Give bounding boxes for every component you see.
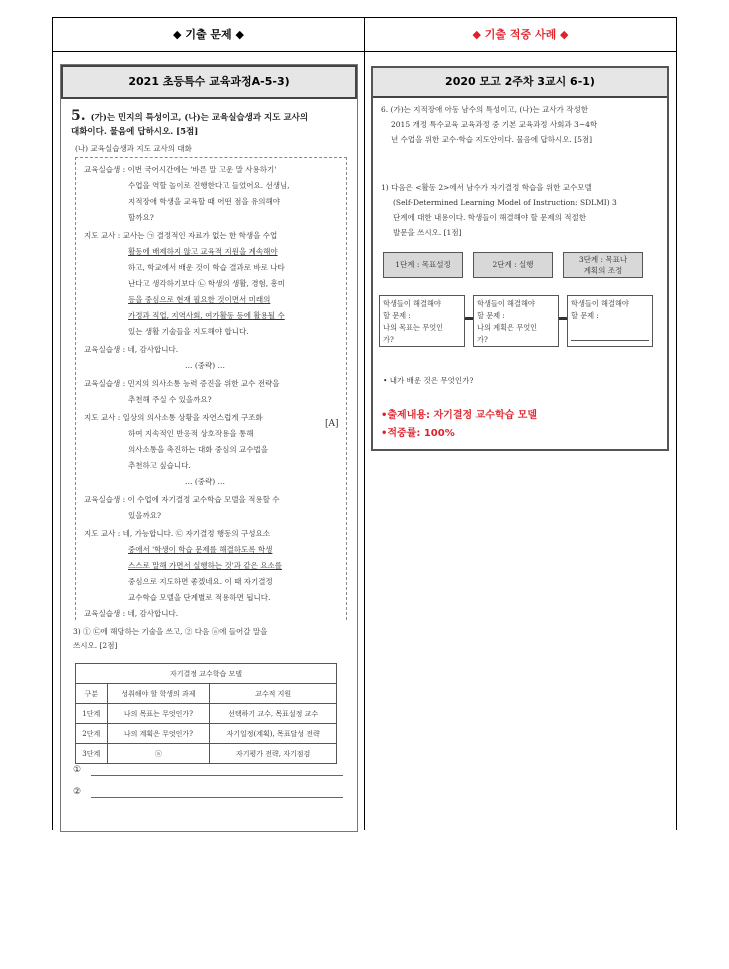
table-row <box>76 704 337 724</box>
hit-case-title: 2020 모고 2주차 3교시 6-1) <box>373 68 667 98</box>
comparison-table <box>52 17 677 830</box>
blank-answer-line[interactable] <box>571 330 649 341</box>
dialogue-line: 가정과 직업, 지역사회, 여가활동 등에 활용될 수 <box>128 311 285 320</box>
right-sub-line: (Self-Determined Learning Model of Instruction: SDLMI) 3 <box>393 198 617 207</box>
table-cell: 자기평가 전략, 자기점검 <box>210 744 337 764</box>
dialogue-line: 있는 생활 기술들을 지도해야 합니다. <box>128 327 249 336</box>
omission-mark: … (중략) … <box>184 361 226 370</box>
question-text-line2: 대화이다. 물음에 답하시오. [5점] <box>71 127 199 137</box>
problem-line: 학생들이 해결해야 <box>571 299 629 308</box>
hit-case-card <box>371 66 669 451</box>
sub-question-line2: 쓰시오. [2점] <box>73 641 118 650</box>
dialogue-line: 하여 지속적인 반응적 상호작용을 통해 <box>128 429 254 438</box>
right-question-line: 년 수업을 위한 교수·학습 지도안이다. 물음에 답하시오. [5점] <box>391 135 593 144</box>
right-question-line: 6. (가)는 지적장애 아동 남수의 특성이고, (나)는 교사가 작성한 <box>381 105 588 114</box>
bullet-question: • 내가 배운 것은 무엇인가? <box>383 376 474 385</box>
question-header <box>71 109 351 139</box>
problem-line: 학생들이 해결해야 <box>477 299 535 308</box>
problem-line: 할 문제 : <box>571 311 599 320</box>
dialogue-line: 중심으로 지도하면 좋겠네요. 이 때 자기결정 <box>128 577 273 586</box>
step3-box <box>563 252 643 278</box>
table-cell: 나의 목표는 무엇인가? <box>107 704 210 724</box>
problem-line: 할 문제 : <box>477 311 505 320</box>
right-question <box>381 102 661 147</box>
table-title: 자기결정 교수학습 모델 <box>76 664 337 684</box>
dialogue-line: 지도 교사 : 교사는 ㉠ 결정적인 자료가 없는 한 학생을 수업 <box>84 231 278 240</box>
sub-question-line1: 3) ① ㉢에 해당하는 기술을 쓰고, ② 다음 ⓐ에 들어갈 말을 <box>73 627 268 636</box>
table-row <box>76 744 337 764</box>
column-divider <box>364 18 365 830</box>
dialogue-line: 지적장애 학생을 교육할 때 어떤 점을 유의해야 <box>128 197 280 206</box>
right-sub-line: 발문을 쓰시오. [1점] <box>393 228 462 237</box>
step3-line: 계획의 조정 <box>583 266 623 275</box>
step2-box: 2단계 : 실행 <box>473 252 553 278</box>
dialogue-line: 교육실습생 : 이 수업에 자기결정 교수학습 모델을 적용할 수 <box>84 495 280 504</box>
table-cell: 3단계 <box>76 744 108 764</box>
table-cell: 나의 계획은 무엇인가? <box>107 724 210 744</box>
table-header: 구분 <box>76 684 108 704</box>
sdlmi-model-table <box>75 663 337 764</box>
table-cell: 1단계 <box>76 704 108 724</box>
problem-line: 가? <box>477 335 488 344</box>
right-question-line: 2015 개정 특수교육 교육과정 중 기본 교육과정 사회과 3~4학 <box>391 120 598 129</box>
answer-marker-2: ② <box>73 787 82 797</box>
question-text-line1: (가)는 민지의 특성이고, (나)는 교육실습생과 지도 교사의 <box>90 113 309 123</box>
dialogue-line: 교육실습생 : 이번 국어시간에는 '바른 말 고운 말 사용하기' <box>84 165 277 174</box>
left-column-header: ◆ 기출 문제 ◆ <box>173 28 244 41</box>
content-label: •출제내용: 자기결정 교수학습 모델 <box>381 410 538 421</box>
dialogue-line: 교육실습생 : 네, 감사합니다. <box>84 609 179 618</box>
hit-rate-label: •적중률: 100% <box>381 428 455 439</box>
dialogue-line: 추천해 주실 수 있을까요? <box>128 395 212 404</box>
table-cell: 자기일정(계획), 목표달성 전략 <box>210 724 337 744</box>
table-cell: ⓐ <box>107 744 210 764</box>
arrow-connector <box>465 317 473 320</box>
right-column-header: ◆ 기출 적중 사례 ◆ <box>472 28 569 41</box>
dialogue-line: 스스로 말해 가면서 실행하는 것'과 같은 요소를 <box>128 561 283 570</box>
dialogue-box <box>75 157 347 620</box>
problem-line: 학생들이 해결해야 <box>383 299 441 308</box>
dialogue-line: 하고, 학교에서 배운 것이 학습 결과로 바로 나타 <box>128 263 285 272</box>
step1-box: 1단계 : 목표설정 <box>383 252 463 278</box>
problem-box-2 <box>473 295 559 347</box>
table-cell: 선택하기 교수, 목표설정 교수 <box>210 704 337 724</box>
dialogue-line: 지도 교사 : 네, 가능합니다. ㉢ 자기결정 행동의 구성요소 <box>84 529 271 538</box>
dialogue-line: 할까요? <box>128 213 154 222</box>
right-sub-line: 1) 다음은 <활동 2>에서 남수가 자기결정 학습을 위한 교수모델 <box>381 183 592 192</box>
dialogue-line: 추천하고 싶습니다. <box>128 461 191 470</box>
problem-line: 나의 목표는 무엇인 <box>383 323 444 332</box>
problem-box-1 <box>379 295 465 347</box>
bracket-a-label: [A] <box>325 419 339 429</box>
table-header: 성취해야 할 학생의 과제 <box>107 684 210 704</box>
dialogue-line: 교육실습생 : 민지의 의사소통 능력 증진을 위한 교수 전략을 <box>84 379 280 388</box>
exam-question-title: 2021 초등특수 교육과정A-5-3) <box>61 65 357 99</box>
dialogue-label: (나) 교육실습생과 지도 교사의 대화 <box>75 144 192 153</box>
dialogue-line: 등을 중심으로 현재 필요한 것이면서 미래의 <box>128 295 271 304</box>
arrow-connector <box>559 317 567 320</box>
dialogue-line: 의사소통을 촉진하는 대화 중심의 교수법을 <box>128 445 268 454</box>
answer-line-1[interactable] <box>91 775 343 776</box>
step3-line: 3단계 : 목표나 <box>578 255 628 264</box>
dialogue-line: 교수학습 모델을 단계별로 적용하면 됩니다. <box>128 593 271 602</box>
right-sub-line: 단계에 대한 내용이다. 학생들이 해결해야 할 문제의 적절한 <box>393 213 586 222</box>
table-cell: 2단계 <box>76 724 108 744</box>
dialogue-line: 활동에 배제하지 않고 교육적 지원을 계속해야 <box>128 247 278 256</box>
answer-marker-1: ① <box>73 765 82 775</box>
dialogue-line: 수업을 역할 놀이로 진행한다고 들었어요. 선생님, <box>128 181 290 190</box>
answer-line-2[interactable] <box>91 797 343 798</box>
question-number: 5. <box>71 108 86 124</box>
problem-line: 가? <box>383 335 394 344</box>
dialogue-line: 있을까요? <box>128 511 162 520</box>
dialogue-line: 교육실습생 : 네, 감사합니다. <box>84 345 179 354</box>
dialogue-line: 난다고 생각하기보다 ㉡ 학생의 생활, 경험, 흥미 <box>128 279 285 288</box>
problem-line: 나의 계획은 무엇인 <box>477 323 538 332</box>
table-row <box>76 724 337 744</box>
dialogue-line: 중에서 '학생이 학습 문제를 해결하도록 학생 <box>128 545 273 554</box>
dialogue-line: 지도 교사 : 일상의 의사소통 상황을 자연스럽게 구조화 <box>84 413 263 422</box>
sub-question <box>73 625 349 653</box>
problem-box-3 <box>567 295 653 347</box>
exam-question-card <box>60 64 358 832</box>
omission-mark: … (중략) … <box>184 477 226 486</box>
right-sub-question <box>381 180 661 240</box>
problem-line: 할 문제 : <box>383 311 411 320</box>
table-header: 교수적 지원 <box>210 684 337 704</box>
